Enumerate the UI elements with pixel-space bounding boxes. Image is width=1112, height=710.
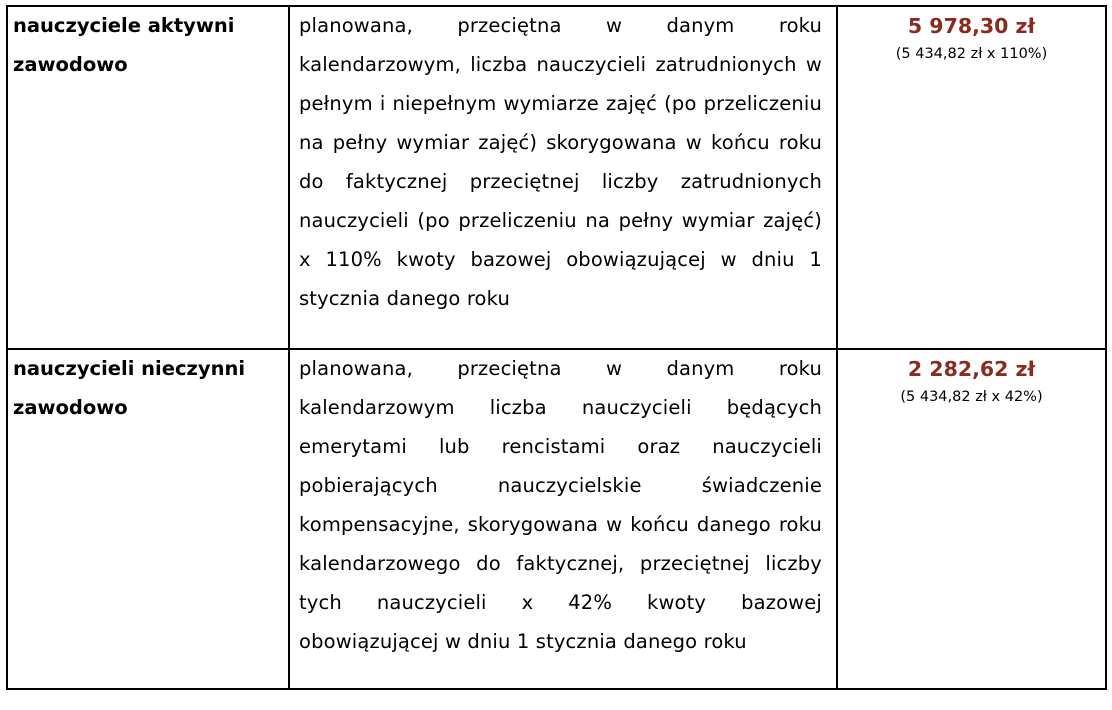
allowance-table (6, 5, 1107, 690)
table-row (7, 6, 1106, 349)
category-label: nauczyciele aktywni zawodowo (13, 14, 235, 76)
description-text: planowana, przeciętna w danym roku kalendarzowym, liczba nauczycieli zatrudnionych w pełnym i niepełnym wymiarze zajęć (po przeliczeniu na pełny wymiar zajęć) skorygowana w końcu roku do faktycznej przeciętnej liczby zatrudnionych nauczycieli (po przeliczeniu na pełny wymiar zajęć) x 110% kwoty bazowej obowiązującej w dniu 1 stycznia danego roku (299, 14, 822, 310)
category-label: nauczycieli nieczynni zawodowo (13, 357, 246, 419)
table-row (7, 349, 1106, 689)
description-cell (289, 6, 837, 349)
category-cell (7, 349, 289, 689)
amount-cell (837, 349, 1106, 689)
amount-calculation: (5 434,82 zł x 42%) (900, 389, 1043, 405)
amount-value: 2 282,62 zł (907, 357, 1036, 381)
category-cell (7, 6, 289, 349)
amount-calculation: (5 434,82 zł x 110%) (895, 46, 1048, 62)
description-cell (289, 349, 837, 689)
amount-cell (837, 6, 1106, 349)
amount-value: 5 978,30 zł (907, 14, 1036, 38)
description-text: planowana, przeciętna w danym roku kalendarzowym liczba nauczycieli będących emerytami lub rencistami oraz nauczycieli pobierających nauczycielskie świadczenie kompensacyjne, skorygowana w końcu danego roku kalendarzowego do faktycznej, przeciętnej liczby tych nauczycieli x 42% kwoty bazowej obowiązującej w dniu 1 stycznia danego roku (299, 357, 822, 653)
